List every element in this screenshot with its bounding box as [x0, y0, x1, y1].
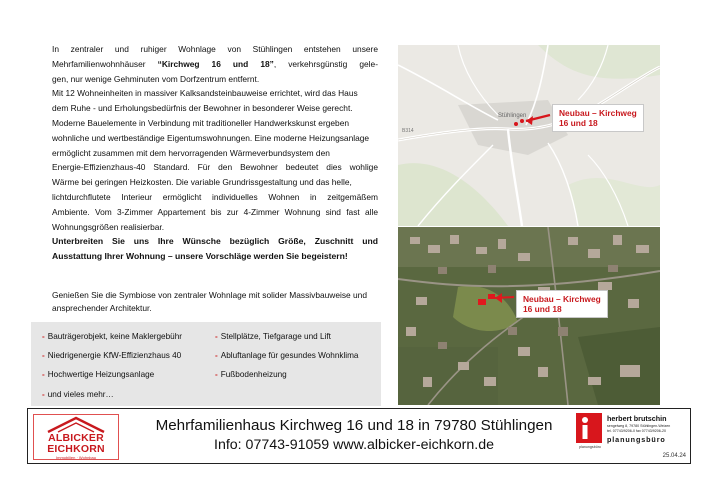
brutschin-office: planungsbüro	[607, 435, 666, 444]
feature-item	[215, 332, 331, 342]
bullet-dash-icon: -	[215, 332, 218, 341]
feature-item	[215, 351, 359, 361]
intro-line: Ambiente. Vom 3-Zimmer Appartement bis zur 4-Zimmer Wohnung sind fast alle	[52, 206, 378, 217]
intro-line: Wärme bei geringen Heizkosten. Die variable Grundrissgestaltung und das helle,	[52, 177, 352, 188]
intro-paragraph	[52, 42, 378, 234]
bullet-dash-icon: -	[42, 370, 45, 379]
feature-label: Hochwertige Heizungsanlage	[47, 370, 155, 379]
feature-item	[42, 351, 181, 361]
intro-line: In zentraler und ruhiger Wohnlage von Stühlingen entstehen unsere	[52, 44, 378, 54]
albicker-eichkorn-logo	[33, 414, 119, 460]
outro-paragraph: Genießen Sie die Symbiose von zentraler Wohnlage mit solider Massivbauweise und ansprechender Architektur.	[52, 290, 367, 313]
footer-contact: Info: 07743-91059 www.albicker-eichkorn.de	[214, 437, 494, 453]
intro-line: Wohnungsgrößen realisierbar.	[52, 221, 165, 232]
feature-item	[215, 370, 287, 380]
map-town-label: Stühlingen	[498, 113, 527, 119]
map-callout	[552, 104, 644, 132]
brutschin-logo	[576, 413, 688, 455]
feature-label: Bauträgerobjekt, keine Maklergebühr	[47, 332, 182, 341]
intro-line: lichtdurchflutete Interieur ermöglicht individuelles Wohnen in zeitgemäßem	[52, 191, 378, 202]
features-box	[31, 322, 381, 406]
feature-item	[42, 390, 114, 400]
intro-line: Moderne Bauelemente in Verbindung mit traditioneller Handwerkskunst ergeben	[52, 117, 350, 128]
aerial-photo	[398, 227, 660, 405]
feature-label: Niedrigenergie KfW-Effizienzhaus 40	[47, 351, 182, 360]
intro-line	[52, 57, 378, 72]
highlight-line: Unterbreiten Sie uns Ihre Wünsche bezüglich Größe, Zuschnitt und	[52, 236, 378, 247]
map-callout-line1: Neubau – Kirchweg	[559, 108, 637, 118]
footer-title: Mehrfamilienhaus Kirchweg 16 und 18 in 79780 Stühlingen	[155, 417, 553, 434]
intro-line: wohnliche und wertbeständige Eigentumswohnungen. Eine moderne Heizungsanlage	[52, 132, 370, 143]
brutschin-caption: planungsbüro	[579, 445, 601, 449]
feature-label: und vieles mehr…	[47, 390, 114, 399]
feature-label: Abluftanlage für gesundes Wohnklima	[220, 351, 359, 360]
intro-line-text: Mehrfamilienwohnhäuser “Kirchweg 16 und 18”, verkehrsgünstig gele-	[52, 58, 378, 69]
intro-line: dem Ruhe - und Erholungsbedürfnis der Bewohner in besonderer Weise gerecht.	[52, 103, 353, 114]
map-callout-line2: 16 und 18	[559, 118, 598, 128]
feature-label: Stellplätze, Tiefgarage und Lift	[220, 332, 331, 341]
brutschin-address: sengelweg 8, 79780 Stühlingen-Weizen	[607, 424, 671, 428]
logo-line-eichkorn: EICHKORN	[47, 443, 105, 455]
bullet-dash-icon: -	[215, 351, 218, 360]
intro-line: Energie-Effizienzhaus-40 Standard. Für den Bewohner bedeutet dies wohlige	[52, 162, 378, 173]
feature-label: Fußbodenheizung	[220, 370, 287, 379]
brutschin-mark-icon	[576, 413, 602, 443]
description-text	[52, 42, 378, 264]
aerial-callout-line2: 16 und 18	[523, 304, 562, 314]
aerial-callout	[516, 290, 608, 318]
bullet-dash-icon: -	[215, 370, 218, 379]
brutschin-i-glyph-icon	[576, 413, 602, 443]
feature-item	[42, 332, 182, 342]
intro-line: ermöglicht zusammen mit dem hervorragenden Wärmeverbundsystem den	[52, 147, 330, 158]
bullet-dash-icon: -	[42, 351, 45, 360]
intro-line: gen, nur wenige Gehminuten vom Dorfzentrum entfernt.	[52, 73, 260, 84]
logo-line-albicker: ALBICKER	[48, 432, 104, 444]
map-road-label: B314	[402, 128, 414, 134]
footer-date: 25.04.24	[662, 453, 686, 459]
brutschin-name: herbert brutschin	[607, 414, 667, 423]
feature-item	[42, 370, 154, 380]
footer-bar	[27, 408, 691, 464]
aerial-callout-line1: Neubau – Kirchweg	[523, 294, 601, 304]
brutschin-phone: tel. 07743/9206-0 fax 07743/9206-20	[607, 429, 666, 433]
intro-line: Mit 12 Wohneinheiten in massiver Kalksandsteinbauweise errichtet, wird das Haus	[52, 88, 358, 99]
street-map-graphic	[398, 45, 660, 226]
project-name-emphasis: “Kirchweg 16 und 18”	[157, 58, 274, 69]
bullet-dash-icon: -	[42, 390, 45, 399]
bullet-dash-icon: -	[42, 332, 45, 341]
house-roof-icon	[34, 415, 118, 433]
logo-tagline: Immobilien · Wohnbau	[56, 455, 96, 460]
highlight-line: Ausstattung Ihrer Wohnung – unsere Vorschläge werden Sie begeistern!	[52, 251, 348, 262]
street-map	[398, 45, 660, 226]
